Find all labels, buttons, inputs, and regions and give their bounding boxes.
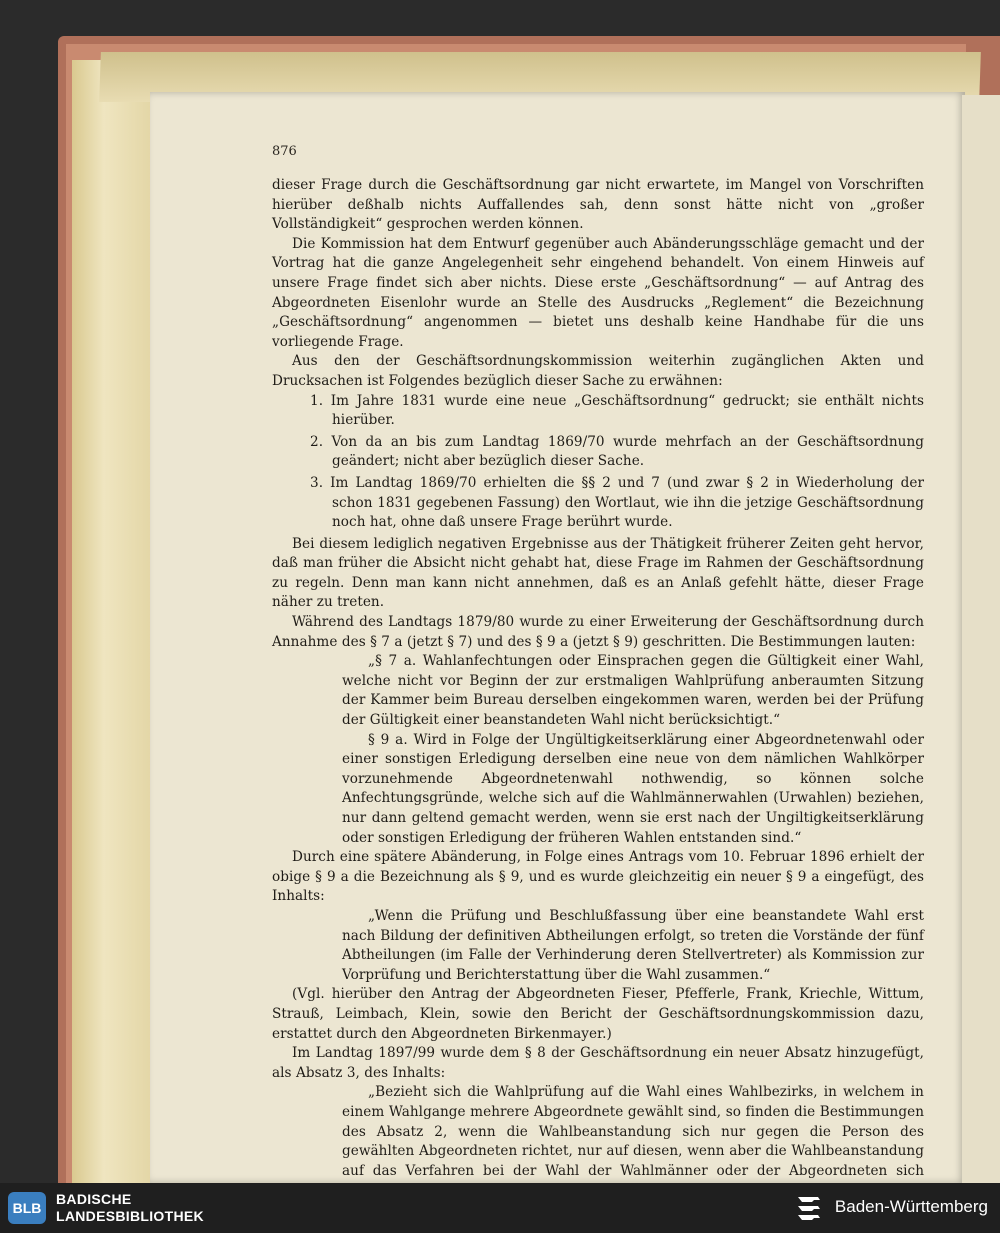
blb-logo-icon[interactable]: BLB (8, 1192, 46, 1224)
library-name-line1: BADISCHE (56, 1191, 132, 1207)
library-name-line2: LANDESBIBLIOTHEK (56, 1208, 204, 1224)
paragraph: Bei diesem lediglich negativen Ergebnisse aus der Thätigkeit früherer Zeiten geht hervor, daß man früher die Absicht nicht gehabt hat, diese Frage im Rahmen der Geschäftsordnung zu regeln. Denn man kann nicht annehmen, daß es an Anlaß gefehlt hätte, dieser Frage näher zu treten. (272, 535, 924, 611)
list-item: 2. Von da an bis zum Landtag 1869/70 wurde mehrfach an der Geschäftsordnung geändert; nicht aber bezüglich dieser Sache. (310, 433, 924, 470)
state-name[interactable]: Baden-Württemberg (834, 1197, 988, 1216)
paragraph: Aus den der Geschäftsordnungskommission weiterhin zugänglichen Akten und Drucksachen ist Folgendes bezüglich dieser Sache zu erwähnen: (272, 353, 924, 389)
lions-coat-of-arms-icon (794, 1191, 828, 1225)
quoted-regulation: „§ 7 a. Wahlanfechtungen oder Einsprachen gegen die Gültigkeit einer Wahl, welche nicht vor Beginn der zur erstmaligen Wahlprüfung anberaumten Sitzung der Kammer beim Bureau derselben eingekommen waren, werden bei der Prüfung der Gültigkeit einer beanstandeten Wahl nicht berücksichtigt.“ (342, 653, 924, 729)
paragraph: Die Kommission hat dem Entwurf gegenüber auch Abänderungsschläge gemacht und der Vortrag hat die ganze Angelegenheit sehr eingehend behandelt. Von einem Hinweis auf unsere Frage findet sich aber nichts. Diese erste „Geschäftsordnung“ — auf Antrag des Abgeordneten Eisenlohr wurde an Stelle des Ausdrucks „Reglement“ die Bezeichnung „Geschäftsordnung“ angenommen — bietet uns deshalb keine Handhabe für die uns vorliegende Frage. (272, 235, 924, 350)
footer-bar (0, 1183, 1000, 1233)
paragraph: (Vgl. hierüber den Antrag der Abgeordneten Fieser, Pfefferle, Frank, Kriechle, Wittum, Strauß, Leimbach, Klein, sowie den Bericht der Geschäftsordnungskommission dazu, erstattet durch den Abgeordneten Birkenmayer.) (272, 986, 924, 1042)
paragraph: dieser Frage durch die Geschäftsordnung gar nicht erwartete, im Mangel von Vorschriften hierüber deßhalb nichts Auffallendes sah, denn sonst hätte nicht von „großer Vollständigkeit“ gesprochen werden können. (272, 177, 924, 233)
paragraph: Während des Landtags 1879/80 wurde zu einer Erweiterung der Geschäftsordnung durch Annahme des § 7 a (jetzt § 7) und des § 9 a (jetzt § 9) geschritten. Die Bestimmungen lauten: (272, 614, 924, 650)
quoted-regulation: § 9 a. Wird in Folge der Ungültigkeitserklärung einer Abgeordnetenwahl oder einer sonstigen Erledigung derselben eine neue von dem nämlichen Wahlkörper vorzunehmende Abgeordnetenwahl nothwendig, so können solche Anfechtungsgründe, welche sich auf die Wahlmännerwahlen (Urwahlen) beziehen, nur dann geltend gemacht werden, wenn sie erst nach der Ungiltigkeitserklärung oder sonstigen Erledigung der früheren Wahlen entstanden sind.“ (342, 731, 924, 846)
quoted-regulation: „Bezieht sich die Wahlprüfung auf die Wahl eines Wahlbezirks, in welchem in einem Wahlgange mehrere Abgeordnete gewählt sind, so finden die Bestimmungen des Absatz 2, wenn die Wahlbeanstandung sich nur gegen die Person des gewählten Abgeordneten richtet, nur auf diesen, wenn aber die Wahlbeanstandung auf das Verfahren bei der Wahl der Wahlmänner oder der Abgeordneten sich (342, 1084, 924, 1179)
paragraph: Im Landtag 1897/99 wurde dem § 8 der Geschäftsordnung ein neuer Absatz hinzugefügt, als Absatz 3, des Inhalts: (272, 1045, 924, 1081)
page-edges-left (72, 60, 152, 1183)
library-name[interactable] (56, 1191, 204, 1225)
list-item: 3. Im Landtag 1869/70 erhielten die §§ 2 und 7 (und zwar § 2 in Wiederholung der schon 1831 gegebenen Fassung) den Wortlaut, wie ihn die jetzige Geschäftsordnung noch hat, ohne daß unsere Frage berührt wurde. (310, 474, 924, 531)
facing-page-edge (962, 95, 1000, 1183)
page-number: 876 (272, 144, 297, 159)
paragraph: Durch eine spätere Abänderung, in Folge eines Antrags vom 10. Februar 1896 erhielt der obige § 9 a die Bezeichnung als § 9, und es wurde gleichzeitig ein neuer § 9 a eingefügt, des Inhalts: (272, 849, 924, 905)
list-item: 1. Im Jahre 1831 wurde eine neue „Geschäftsordnung“ gedruckt; sie enthält nichts hierüber. (310, 392, 924, 429)
page-text (272, 176, 924, 1220)
quoted-regulation: „Wenn die Prüfung und Beschlußfassung über eine beanstandete Wahl erst nach Bildung der definitiven Abtheilungen erfolgt, so treten die Vorstände der fünf Abtheilungen (im Falle der Verhinderung deren Stellvertreter) als Kommission zur Vorprüfung und Berichterstattung über die Wahl zusammen.“ (342, 907, 924, 983)
